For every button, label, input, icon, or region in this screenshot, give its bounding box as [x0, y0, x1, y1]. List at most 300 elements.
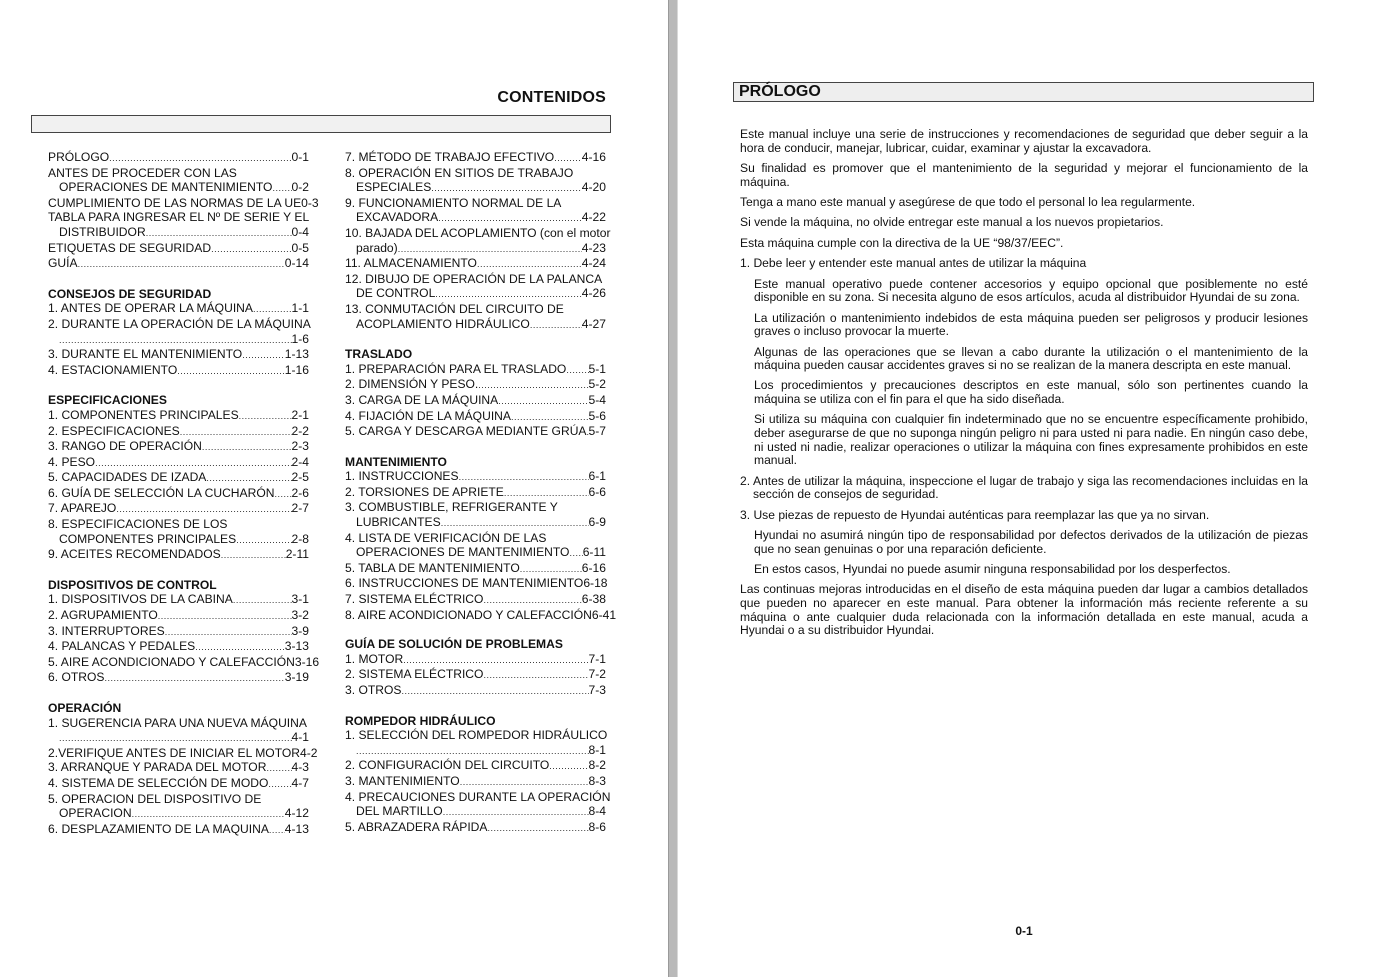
toc-leader-dots — [477, 257, 582, 272]
toc-entry-title: OPERACIONES DE MANTENIMIENTO — [356, 545, 570, 560]
toc-leader-dots — [236, 533, 291, 548]
toc-leader-dots — [566, 363, 588, 378]
toc-entry[interactable] — [48, 195, 319, 211]
toc-title: CONTENIDOS — [497, 89, 606, 106]
toc-leader-dots — [483, 593, 581, 608]
toc-entry-title: 5. ABRAZADERA RÁPIDA — [345, 819, 488, 834]
toc-leader-dots — [116, 502, 291, 517]
toc-page-ref: 0-4 — [291, 224, 309, 239]
toc-page-ref: 3-13 — [284, 639, 309, 654]
toc-entry-title: 13. CONMUTACIÓN DEL CIRCUITO DE — [345, 301, 564, 316]
prologo-body — [740, 128, 1308, 645]
toc-entry[interactable] — [48, 166, 309, 196]
toc-page-ref: 5-7 — [588, 424, 606, 439]
prologo-paragraph: La utilización o mantenimiento indebidos de esta máquina pueden ser peligrosos y producir lesiones graves o incluso provocar la muerte. — [754, 310, 1308, 339]
toc-entry[interactable] — [48, 517, 309, 547]
toc-entry[interactable] — [345, 820, 606, 836]
toc-leader-dots — [239, 409, 292, 424]
toc-entry[interactable] — [48, 624, 309, 640]
toc-entry-line — [48, 608, 309, 624]
toc-page-ref: 8-2 — [588, 758, 606, 773]
toc-page-ref: 2-4 — [291, 454, 309, 469]
prologo-paragraph: Los procedimientos y precauciones descriptos en este manual, sólo son pertinentes cuando la máquina se utiliza con el fin para el que ha sido diseñada. — [754, 378, 1308, 407]
toc-entry-line — [345, 196, 606, 211]
toc-entry-title: 3. CARGA DE LA MÁQUINA — [345, 392, 499, 407]
toc-entry-title: 8. AIRE ACONDICIONADO Y CALEFACCIÓN — [345, 607, 592, 622]
page-number: 0-1 — [1015, 924, 1033, 938]
toc-section-heading: GUÍA DE SOLUCIÓN DE PROBLEMAS — [345, 637, 563, 652]
toc-page-ref: 0-3 — [301, 195, 319, 210]
toc-entry-title: 2. DURANTE LA OPERACIÓN DE LA MÁQUINA — [48, 316, 311, 331]
toc-page-ref: 3-9 — [291, 623, 309, 638]
toc-entry-line — [345, 317, 606, 333]
toc-entry-line — [48, 517, 309, 532]
toc-entry-title: 3. MANTENIMIENTO — [345, 773, 460, 788]
toc-leader-dots — [206, 471, 291, 486]
toc-entry-title: 4. PESO — [48, 454, 96, 469]
toc-page-ref: 3-2 — [291, 608, 309, 623]
toc-entry[interactable] — [345, 469, 606, 485]
toc-leader-dots — [520, 562, 582, 577]
toc-entry-line — [345, 256, 606, 272]
toc-entry[interactable] — [345, 485, 606, 501]
toc-page-ref: 2-1 — [291, 407, 309, 422]
toc-entry-line — [345, 180, 606, 196]
toc-entry[interactable] — [345, 377, 606, 393]
toc-leader-dots — [511, 410, 589, 425]
toc-entry-title: DE CONTROL — [356, 286, 436, 301]
toc-entry-title: 2. ESPECIFICACIONES — [48, 423, 180, 438]
toc-entry[interactable] — [345, 561, 606, 577]
toc-entry-title: CUMPLIMIENTO DE LAS NORMAS DE LA UE — [48, 195, 302, 210]
toc-entry-line — [48, 547, 309, 563]
toc-entry[interactable] — [48, 822, 309, 838]
toc-entry-title: 3. COMBUSTIBLE, REFRIGERANTE Y — [345, 500, 558, 515]
toc-page-ref: 3-1 — [291, 592, 309, 607]
toc-entry[interactable] — [48, 745, 318, 761]
toc-page-ref: 2-5 — [291, 470, 309, 485]
toc-entry[interactable] — [345, 667, 606, 683]
toc-page-ref: 5-2 — [588, 377, 606, 392]
toc-entry-line — [48, 760, 309, 776]
toc-page-ref: 1-13 — [284, 347, 309, 362]
toc-leader-dots — [483, 668, 588, 683]
toc-entry[interactable] — [345, 728, 606, 758]
toc-entry-title: 7. SISTEMA ELÉCTRICO — [345, 592, 484, 607]
toc-page-ref: 1-1 — [291, 301, 309, 316]
toc-entry-line — [345, 485, 606, 501]
toc-entry[interactable] — [48, 317, 309, 347]
toc-entry[interactable] — [345, 576, 606, 592]
toc-page-ref: 4-22 — [581, 210, 606, 225]
toc-section-heading: ROMPEDOR HIDRÁULICO — [345, 713, 496, 728]
toc-leader-dots — [78, 257, 285, 272]
toc-entry-line — [345, 469, 606, 485]
toc-page-ref: 2-3 — [291, 439, 309, 454]
toc-entry-line — [48, 317, 309, 332]
toc-leader-dots — [268, 777, 291, 792]
toc-entry[interactable] — [48, 150, 309, 166]
toc-leader-dots — [202, 440, 292, 455]
toc-entry-title: ETIQUETAS DE SEGURIDAD — [48, 240, 212, 255]
toc-entry-title: OPERACIONES DE MANTENIMIENTO — [59, 180, 273, 195]
toc-section-heading: OPERACIÓN — [48, 701, 122, 715]
toc-entry-line — [48, 670, 309, 686]
page-divider — [668, 0, 678, 977]
prologo-paragraph: En estos casos, Hyundai no puede asumir ninguna responsabilidad por los desperfectos. — [754, 562, 1231, 576]
toc-page-ref: 0-2 — [291, 180, 309, 195]
toc-entry-line — [48, 301, 309, 317]
toc-entry-line — [48, 532, 309, 548]
toc-entry-title: LUBRICANTES — [356, 515, 441, 530]
toc-page-ref: 0-14 — [284, 256, 309, 271]
prologo-paragraph: Su finalidad es promover que el mantenimiento de la seguridad y mejorar el funcionamiento de la máquina. — [740, 160, 1308, 189]
toc-entry-title: 4. PRECAUCIONES DURANTE LA OPERACIÓN — [345, 789, 611, 804]
toc-entry-line — [48, 150, 309, 166]
toc-leader-dots — [272, 181, 291, 196]
toc-entry-line — [345, 393, 606, 409]
toc-entry-title: 7. APAREJO — [48, 501, 117, 516]
toc-leader-dots — [109, 151, 291, 166]
toc-entry-line — [48, 363, 309, 379]
toc-page-ref: 4-3 — [291, 760, 309, 775]
toc-entry[interactable] — [48, 455, 309, 471]
toc-entry[interactable] — [48, 670, 309, 686]
toc-entry-line — [48, 225, 309, 241]
toc-entry-line — [48, 745, 318, 761]
toc-leader-dots — [269, 823, 285, 838]
toc-section-heading: DISPOSITIVOS DE CONTROL — [48, 577, 217, 592]
toc-leader-dots — [180, 425, 292, 440]
prologo-paragraph: 1. Debe leer y entender este manual antes de utilizar la máquina — [740, 256, 1087, 271]
toc-entry-title: 3. RANGO DE OPERACIÓN — [48, 439, 202, 454]
toc-entry-title: 7. MÉTODO DE TRABAJO EFECTIVO — [345, 150, 555, 164]
toc-entry[interactable] — [48, 424, 309, 440]
toc-entry[interactable] — [345, 362, 606, 378]
toc-page-ref: 5-1 — [588, 361, 606, 376]
toc-leader-dots — [253, 302, 292, 317]
toc-page-ref: 7-2 — [588, 667, 606, 682]
toc-entry-line — [345, 210, 606, 226]
toc-entry-title: 6. INSTRUCCIONES DE MANTENIMIENTO — [345, 576, 584, 591]
toc-entry-title: 10. BAJADA DEL ACOPLAMIENTO (con el motor — [345, 225, 611, 240]
toc-header-bar — [31, 115, 611, 133]
toc-leader-dots — [104, 671, 284, 686]
toc-leader-dots — [274, 487, 291, 502]
toc-page-ref: 2-11 — [285, 547, 309, 562]
toc-page-ref: 4-23 — [581, 240, 606, 255]
toc-leader-dots — [233, 593, 292, 608]
toc-entry[interactable] — [345, 531, 606, 561]
toc-leader-dots — [530, 318, 582, 333]
toc-entry-line — [345, 286, 606, 302]
prologo-paragraph: Este manual operativo puede contener accesorios y equipo opcional que posiblemente no esté disponible en su zona. Si necesita alguno de esos artículos, acuda al distribuidor Hyundai de su zona. — [754, 276, 1308, 305]
prologo-paragraph: Algunas de las operaciones que se llevan a cabo durante la utilización o el mantenimiento de la máquina pueden causar accidentes graves si no se realizan de la manera descripta en este manual. — [754, 344, 1308, 373]
toc-entry-line — [48, 195, 319, 211]
toc-entry[interactable] — [345, 409, 606, 425]
toc-page-ref: 4-2 — [300, 745, 318, 760]
toc-entry[interactable] — [48, 547, 309, 563]
toc-entry-line — [345, 804, 606, 820]
toc-entry-line — [345, 500, 606, 515]
toc-entry-line — [48, 486, 309, 502]
toc-entry-line — [345, 667, 606, 683]
toc-entry-title: PRÓLOGO — [48, 150, 110, 164]
toc-entry-title: 1. MOTOR — [345, 651, 404, 666]
toc-section-heading: MANTENIMIENTO — [345, 454, 447, 469]
toc-entry[interactable] — [345, 758, 606, 774]
toc-entry-line — [345, 576, 606, 592]
toc-entry[interactable] — [48, 654, 320, 671]
toc-entry[interactable] — [345, 225, 611, 256]
toc-entry-line — [345, 166, 606, 181]
toc-entry[interactable] — [345, 424, 606, 440]
toc-page-ref: 2-7 — [291, 501, 309, 516]
toc-section-heading: TRASLADO — [345, 347, 413, 362]
toc-entry-title: 4. SISTEMA DE SELECCIÓN DE MODO — [48, 775, 269, 790]
toc-entry-title: 4. PALANCAS Y PEDALES — [48, 639, 196, 654]
toc-entry-line — [48, 210, 309, 225]
toc-entry-line — [345, 561, 606, 577]
toc-entry-line — [48, 806, 309, 822]
toc-page-ref: 6-6 — [588, 484, 606, 499]
toc-entry-line — [48, 822, 309, 838]
toc-page-ref: 0-5 — [291, 240, 309, 255]
toc-page-ref: 6-18 — [583, 576, 608, 591]
toc-page-ref: 4-20 — [581, 180, 606, 195]
toc-entry-title: 3. DURANTE EL MANTENIMIENTO — [48, 347, 243, 362]
toc-entry[interactable] — [345, 272, 606, 302]
toc-entry[interactable] — [48, 608, 309, 624]
toc-entry-line — [48, 455, 309, 471]
toc-entry[interactable] — [48, 486, 309, 502]
toc-leader-dots — [504, 486, 589, 501]
toc-entry-line — [48, 501, 309, 517]
toc-leader-dots — [158, 609, 292, 624]
toc-entry-title: 3. OTROS — [345, 683, 402, 697]
toc-entry-title: 9. FUNCIONAMIENTO NORMAL DE LA — [345, 195, 562, 210]
toc-entry-line — [345, 592, 606, 608]
toc-entry-title: 8. ESPECIFICACIONES DE LOS — [48, 517, 228, 532]
toc-leader-dots — [221, 548, 286, 563]
prologo-paragraph: Las continuas mejoras introducidas en el diseño de esta máquina pueden dar lugar a cambios detallados que pueden no aparecer en este manual. Para obtener la información más reciente referente a su máquina o ante cualquier duda relacionada con la información detallada en este manual, acuda a Hyundai o a su distribuidor Hyundai. — [740, 582, 1308, 638]
toc-entry-title: 2.VERIFIQUE ANTES DE INICIAR EL MOTOR — [48, 745, 301, 760]
toc-entry-title: 1. COMPONENTES PRINCIPALES — [48, 407, 239, 422]
toc-entry-title: 2. SISTEMA ELÉCTRICO — [345, 667, 484, 682]
toc-entry[interactable] — [345, 607, 617, 623]
toc-entry-line — [345, 545, 606, 561]
toc-column-right — [345, 150, 617, 835]
toc-page-ref: 4-16 — [581, 150, 606, 164]
toc-entry[interactable] — [345, 789, 611, 820]
toc-entry-line — [345, 409, 606, 425]
toc-entry[interactable] — [345, 652, 606, 668]
toc-entry-line — [345, 652, 606, 668]
toc-column-left — [48, 150, 320, 837]
toc-entry-line — [48, 624, 309, 640]
toc-leader-dots — [401, 684, 588, 699]
toc-entry-title: TABLA PARA INGRESAR EL Nº DE SERIE Y EL — [48, 210, 310, 225]
toc-entry[interactable] — [345, 774, 606, 790]
toc-leader-dots — [266, 761, 291, 776]
toc-entry-line — [345, 820, 606, 836]
toc-entry-title: 5. AIRE ACONDICIONADO Y CALEFACCIÓN — [48, 654, 295, 669]
toc-entry[interactable] — [48, 792, 309, 822]
toc-entry[interactable] — [48, 716, 309, 746]
toc-entry-line — [48, 470, 309, 486]
toc-entry-title: 6. GUÍA DE SELECCIÓN LA CUCHARÓN — [48, 485, 275, 500]
toc-entry-line — [48, 716, 309, 731]
toc-leader-dots — [59, 731, 292, 746]
toc-page-ref: 5-4 — [588, 392, 606, 407]
toc-entry[interactable] — [48, 408, 309, 424]
toc-entry-line — [48, 639, 309, 655]
toc-entry-title: 5. CARGA Y DESCARGA MEDIANTE GRÚA — [345, 424, 587, 439]
toc-page-ref: 4-7 — [291, 775, 309, 790]
toc-entry-line — [345, 515, 606, 531]
toc-page-ref: 2-2 — [291, 423, 309, 438]
toc-entry[interactable] — [48, 639, 309, 655]
toc-entry-line — [345, 377, 606, 393]
toc-page-ref: 4-26 — [581, 286, 606, 301]
toc-page-ref: 7-3 — [588, 683, 606, 697]
toc-entry-title: 1. SELECCIÓN DEL ROMPEDOR HIDRÁULICO — [345, 728, 608, 743]
toc-entry[interactable] — [48, 592, 309, 608]
toc-entry-title: 1. DISPOSITIVOS DE LA CABINA — [48, 592, 233, 607]
toc-entry[interactable] — [345, 393, 606, 409]
toc-leader-dots — [549, 759, 588, 774]
toc-entry[interactable] — [345, 166, 606, 196]
prologo-paragraph: 2. Antes de utilizar la máquina, inspeccione el lugar de trabajo y siga las recomendaciones incluidas en la sección de consejos de seguridad. — [740, 473, 1308, 502]
toc-entry[interactable] — [48, 301, 309, 317]
toc-entry[interactable] — [345, 196, 606, 226]
prologo-title: PRÓLOGO — [739, 83, 821, 100]
toc-entry-line — [345, 241, 606, 257]
toc-entry[interactable] — [345, 683, 606, 699]
toc-page-ref: 5-6 — [588, 408, 606, 423]
toc-entry-title: ESPECIALES — [356, 180, 432, 195]
prologo-paragraph: Esta máquina cumple con la directiva de la UE “98/37/EEC”. — [740, 235, 1064, 250]
toc-leader-dots — [554, 151, 582, 166]
toc-leader-dots — [211, 242, 291, 257]
toc-leader-dots — [431, 181, 581, 196]
toc-entry[interactable] — [345, 302, 606, 332]
toc-leader-dots — [488, 821, 589, 836]
toc-leader-dots — [195, 640, 285, 655]
toc-entry-title: 2. AGRUPAMIENTO — [48, 608, 158, 623]
toc-page-ref: 8-4 — [588, 804, 606, 819]
toc-entry[interactable] — [48, 363, 309, 379]
toc-entry[interactable] — [345, 150, 606, 166]
toc-entry-title: 4. FIJACIÓN DE LA MÁQUINA — [345, 408, 511, 423]
prologo-paragraph: Tenga a mano este manual y asegúrese de que todo el personal lo lea regularmente. — [740, 194, 1196, 209]
toc-entry[interactable] — [48, 776, 309, 792]
toc-leader-dots — [459, 470, 589, 485]
toc-entry-title: 4. ESTACIONAMIENTO — [48, 362, 178, 377]
toc-entry-line — [48, 166, 309, 181]
toc-entry-line — [345, 728, 606, 743]
toc-entry-line — [345, 758, 606, 774]
toc-entry-title: 6. OTROS — [48, 670, 105, 685]
prologo-paragraph: Este manual incluye una serie de instrucciones y recomendaciones de seguridad que deber seguir a la hora de conducir, manejar, lubricar, cuidar, examinar y ajustar la excavadora. — [740, 127, 1308, 155]
toc-entry[interactable] — [345, 500, 606, 530]
toc-entry-title: 3. ARRANQUE Y PARADA DEL MOTOR — [48, 760, 267, 775]
toc-entry-title: 8. OPERACIÓN EN SITIOS DE TRABAJO — [345, 165, 574, 180]
toc-entry-line — [345, 424, 606, 440]
toc-leader-dots — [177, 364, 285, 379]
toc-entry-line — [345, 531, 606, 546]
toc-entry[interactable] — [345, 592, 606, 608]
toc-entry-title: GUÍA — [48, 256, 78, 271]
toc-page-ref: 6-11 — [582, 545, 606, 560]
toc-entry-title: 2. TORSIONES DE APRIETE — [345, 484, 504, 499]
toc-entry-title: ANTES DE PROCEDER CON LAS — [48, 165, 237, 180]
prologo-paragraph: Hyundai no asumirá ningún tipo de responsabilidad por defectos derivados de la utilización de piezas que no sean genuinas o por una reparación deficiente. — [754, 528, 1308, 556]
toc-leader-dots — [435, 287, 581, 302]
toc-page-ref: 0-1 — [291, 150, 309, 164]
toc-entry-line — [345, 743, 606, 759]
toc-entry-title: 11. ALMACENAMIENTO — [345, 256, 477, 271]
toc-entry[interactable] — [48, 760, 309, 776]
toc-page-ref: 1-6 — [291, 331, 309, 346]
toc-page-ref: 4-24 — [581, 256, 606, 271]
toc-entry[interactable] — [48, 210, 309, 240]
toc-entry-line — [48, 439, 309, 455]
toc-entry[interactable] — [48, 501, 309, 517]
toc-entry-title: parado) — [356, 240, 398, 255]
toc-entry[interactable] — [48, 241, 309, 257]
toc-leader-dots — [460, 775, 589, 790]
toc-entry-title: 2. CONFIGURACIÓN DEL CIRCUITO — [345, 758, 550, 773]
toc-page-ref: 4-13 — [284, 821, 309, 836]
toc-entry-title: 5. TABLA DE MANTENIMIENTO — [345, 560, 520, 575]
toc-entry-title: 6. DESPLAZAMIENTO DE LA MAQUINA — [48, 821, 269, 836]
toc-entry-line — [48, 256, 309, 272]
toc-entry[interactable] — [48, 439, 309, 455]
toc-entry-title: 5. OPERACION DEL DISPOSITIVO DE — [48, 791, 262, 806]
toc-page-ref: 6-1 — [588, 469, 606, 484]
toc-leader-dots — [438, 211, 582, 226]
toc-entry-title: OPERACION — [59, 806, 132, 821]
toc-entry-title: 12. DIBUJO DE OPERACIÓN DE LA PALANCA — [345, 271, 603, 286]
toc-page-ref: 8-3 — [588, 773, 606, 788]
toc-leader-dots — [356, 744, 589, 759]
toc-page-ref: 4-1 — [291, 730, 309, 745]
toc-page-ref: 8-6 — [588, 819, 606, 834]
toc-page-ref: 2-8 — [291, 531, 309, 546]
toc-entry[interactable] — [48, 347, 309, 363]
toc-entry-line — [345, 225, 611, 241]
toc-entry-title: COMPONENTES PRINCIPALES — [59, 531, 237, 546]
toc-entry-title: DISTRIBUIDOR — [59, 224, 146, 239]
toc-entry[interactable] — [345, 256, 606, 272]
toc-page-ref: 2-6 — [291, 485, 309, 500]
toc-entry-line — [345, 774, 606, 790]
toc-entry-title: DEL MARTILLO — [356, 804, 443, 819]
toc-entry-line — [345, 150, 606, 166]
toc-entry-title: 5. CAPACIDADES DE IZADA — [48, 470, 207, 485]
toc-entry[interactable] — [48, 256, 309, 272]
toc-entry-title: 9. ACEITES RECOMENDADOS — [48, 547, 221, 562]
toc-page-ref: 4-27 — [581, 316, 606, 331]
toc-leader-dots — [443, 805, 589, 820]
toc-entry[interactable] — [48, 470, 309, 486]
toc-entry-line — [48, 654, 320, 671]
toc-page-ref: 6-41 — [591, 607, 617, 622]
toc-entry-line — [345, 272, 606, 287]
toc-entry-line — [48, 332, 309, 348]
toc-entry-line — [345, 302, 606, 317]
